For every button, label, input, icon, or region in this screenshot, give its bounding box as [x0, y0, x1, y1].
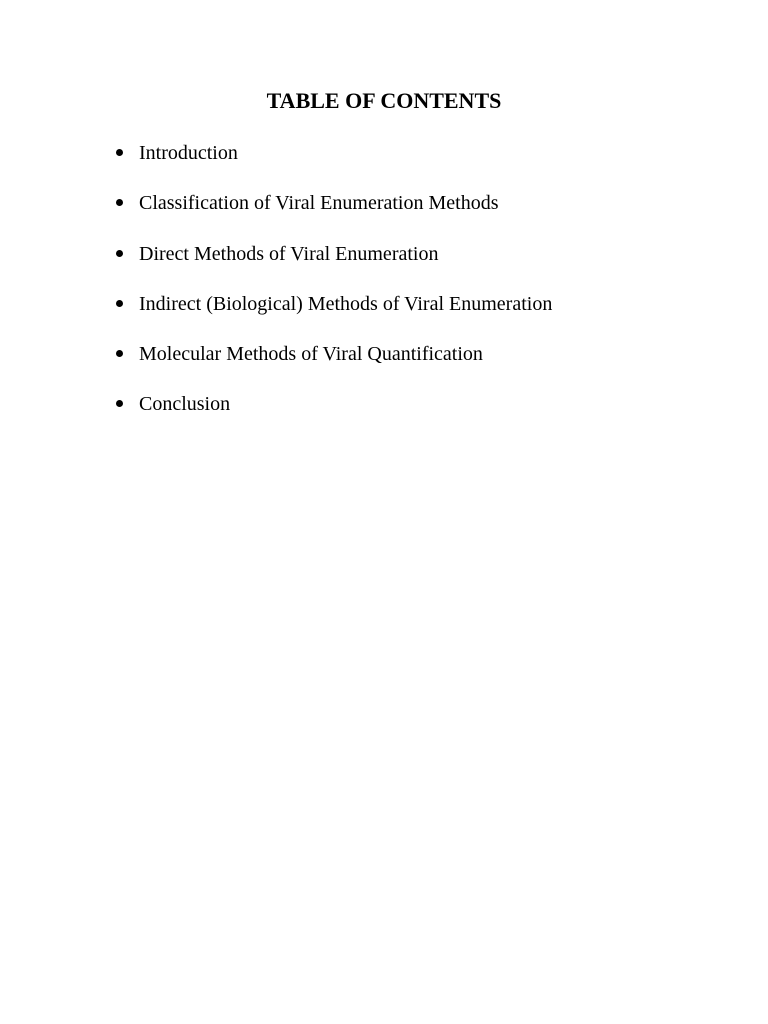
bullet-icon [116, 199, 123, 206]
bullet-icon [116, 250, 123, 257]
toc-item-label: Classification of Viral Enumeration Methods [139, 192, 499, 215]
toc-item-label: Molecular Methods of Viral Quantification [139, 343, 483, 366]
toc-item-label: Conclusion [139, 393, 231, 416]
toc-item-label: Direct Methods of Viral Enumeration [139, 242, 439, 265]
toc-item-label: Introduction [139, 142, 238, 164]
toc-title: TABLE OF CONTENTS [266, 88, 502, 113]
bullet-icon [116, 149, 123, 156]
bullet-icon [116, 400, 123, 407]
toc-item-label: Indirect (Biological) Methods of Viral Enumeration [139, 292, 553, 315]
bullet-icon [116, 300, 123, 307]
bullet-icon [116, 350, 123, 357]
